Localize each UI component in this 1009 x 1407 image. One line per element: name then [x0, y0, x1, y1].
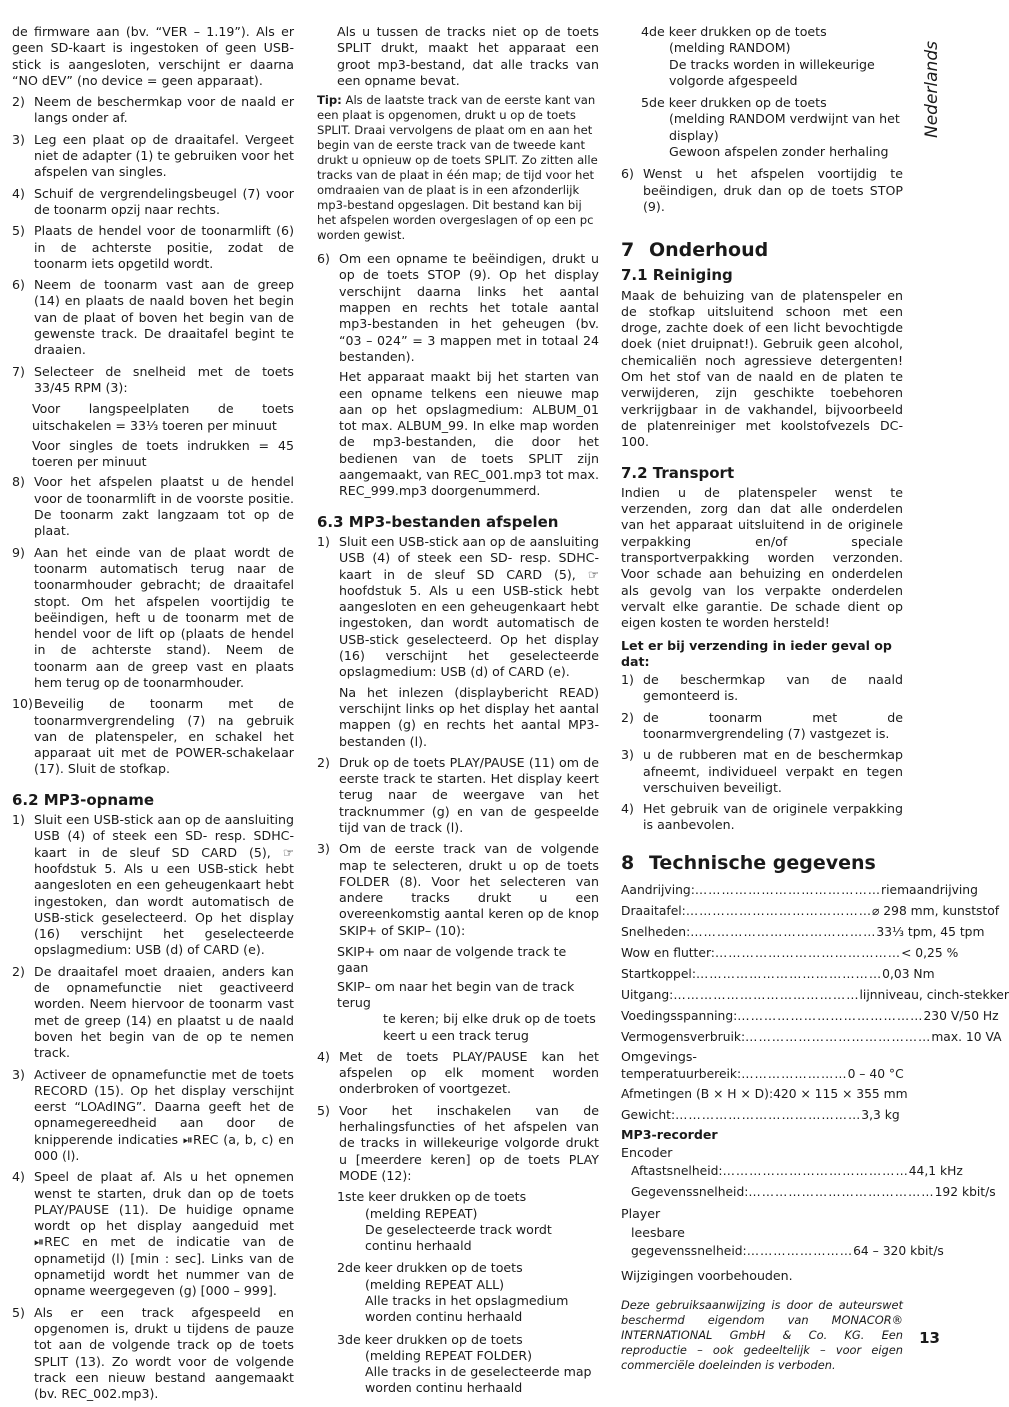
item-text: Plaats de hendel voor de toonarmlift (6) in de achterste positie, zodat de toonarm iets opgetild wordt.: [34, 223, 294, 271]
item-number: 3): [12, 1066, 25, 1082]
skip-plus-note: SKIP+ om naar de volgende track te gaan: [337, 944, 567, 976]
list-item: [12, 364, 294, 397]
spec-dots: ……………………: [746, 1243, 854, 1258]
list-item: [12, 1305, 294, 1403]
play-mode-detail: (melding REPEAT ALL): [365, 1276, 505, 1292]
spec-row: [621, 1084, 908, 1105]
item-number: 6): [317, 251, 330, 267]
tip-box: [317, 93, 599, 243]
play-mode-item: [337, 1189, 599, 1254]
list-item: [317, 534, 599, 750]
item-text: Voor het afspelen plaatst u de hendel voor de toonarmlift in de voorste positie. De toonarm zakt langzaam tot op de plaat.: [34, 474, 294, 539]
play-mode-item: [641, 95, 903, 160]
spec-dots: ……………………………………: [675, 1107, 862, 1122]
item-text: Sluit een USB-stick aan op de aansluiting USB (4) of steek een SD- resp. SDHC-kaart in de sleuf SD CARD (5), ☞ hoofdstuk 5. Als u een USB-stick hebt aangesloten en een geheugenkaart hebt ingestoken, dan wordt automatisch de USB-stick geselecteerd. Op het display (16) verschijnt het geselecteerde opslagmedium: USB (d) of CARD (e).: [34, 812, 294, 958]
play-mode-press: 3de keer drukken op de toets: [337, 1331, 523, 1347]
spec-key: Wow en flutter:: [621, 945, 715, 960]
item-number: 5): [317, 1102, 330, 1118]
item-text: Activeer de opnamefunctie met de toets RECORD (15). Op het display verschijnt eerst “LOAdING”. Daarna geeft het de opnamegereedheid aan door de knipperende indicaties ⏯REC (a, b, c) en 000 (l).: [34, 1066, 294, 1163]
item-number: 2): [317, 754, 330, 770]
item-text: Beveilig de toonarm met de toonarmvergrendeling (7) na gebruik van de platenspeler, en schakel het apparaat uit met de POWER-schakelaar (17). Sluit de stofkap.: [34, 696, 294, 777]
paragraph: Indien u de platenspeler wenst te verzenden, zorg dan dat alle onderdelen van het apparaat uitsluitend in de originele verpakking en/of speciale transportverpakking worden verzonden. Voor schade aan behuizing en onderdelen als gevolg van los verpakte onderdelen vervalt elke garantie. De schade dient op eigen kosten te worden hersteld!: [621, 484, 903, 631]
spec-label: leesbare: [631, 1224, 685, 1240]
spec-value: 230 V/50 Hz: [923, 1008, 999, 1023]
item-text: De draaitafel moet draaien, anders kan de opnamefunctie niet geactiveerd worden. Neem hiervoor de toonarm vast met de greep (14) en plaatst u de naald boven het begin van de op te nemen track.: [34, 963, 294, 1061]
spec-key: Startkoppel:: [621, 966, 696, 981]
spec-dots: ……………………………………: [745, 1029, 932, 1044]
spec-dots: ……………………………………: [694, 882, 882, 897]
spec-key: Vermogensverbruik:: [621, 1029, 746, 1044]
item-text: Als er een track afgespeeld en opgenomen is, drukt u tijdens de pauze tot aan de volgende track op de toets SPLIT (13). Zo wordt voor de volgende track een nieuw bestand aangemaakt (bv. REC_002.mp3).: [34, 1304, 294, 1402]
spec-list: [621, 1161, 996, 1203]
item-number: 8): [12, 474, 25, 490]
skip-minus-note: SKIP– om naar het begin van de track terug: [337, 978, 575, 1010]
spec-value: 0,03 Nm: [882, 966, 935, 981]
section-heading: 7.2 Transport: [621, 463, 735, 482]
list-item: [621, 672, 903, 705]
spec-key: Gegevenssnelheid:: [631, 1184, 749, 1199]
list-item: [12, 132, 294, 181]
subsection-heading: MP3-recorder: [621, 1126, 718, 1142]
spec-row: [621, 943, 959, 964]
item-text: Na het inlezen (displaybericht READ) verschijnt links op het display het aantal mappen (g) en rechts het aantal MP3-bestanden (l).: [339, 684, 599, 749]
list-item: [621, 747, 903, 796]
item-number: 3): [317, 841, 330, 857]
chapter-heading: [621, 852, 903, 874]
spec-row: [621, 901, 1000, 922]
tip-text: Als de laatste track van de eerste kant van een plaat is opgenomen, drukt u op de toets SPLIT. Draai vervolgens de plaat om en aan het begin van de eerste track van de tweede kant drukt u opnieuw op de toets SPLIT. Zo zitten alle tracks van de plaat in één map; de tijd voor het omdraaien van de plaat is in een afzonderlijk mp3-bestand opgeslagen. Dit bestand kan bij het afspelen worden overgeslagen of op een pc worden gewist.: [317, 93, 598, 243]
play-mode-detail: (melding REPEAT FOLDER): [365, 1347, 532, 1363]
spec-row: [621, 1241, 944, 1262]
list-item: [621, 710, 903, 743]
item-text: de beschermkap van de naald gemonteerd is.: [643, 672, 903, 704]
play-mode-detail: (melding RANDOM): [669, 40, 791, 56]
play-mode-detail: (melding RANDOM verdwijnt van het display): [669, 111, 900, 143]
chapter-title: Technische gegevens: [649, 851, 876, 874]
chapter-number: 8: [621, 851, 635, 874]
spec-key: gegevenssnelheid:: [631, 1243, 747, 1258]
item-number: 3): [12, 131, 25, 147]
column-1: [12, 24, 294, 1407]
item-text: Om de eerste track van de volgende map te selecteren, drukt u op de toets FOLDER (8). Voor het selecteren van andere tracks drukt u een overeenkomstig aantal keren op de knop SKIP+ of SKIP– (10):: [339, 841, 599, 938]
list-item: [12, 964, 294, 1062]
chapter-number: 7: [621, 239, 635, 262]
step-list: [12, 812, 294, 1402]
changes-note: Wijzigingen voorbehouden.: [621, 1267, 793, 1283]
shipping-heading: Let er bij verzending in ieder geval op dat:: [621, 637, 892, 669]
item-number: 5): [12, 223, 25, 239]
item-number: 10): [12, 696, 33, 712]
language-tab: Nederlands: [922, 41, 942, 138]
spec-value: 33⅓ tpm, 45 tpm: [876, 924, 985, 939]
spec-key: Draaitafel:: [621, 903, 686, 918]
spec-row: [631, 1161, 963, 1182]
play-mode-detail: De geselecteerde track wordt continu herhaald: [365, 1221, 552, 1254]
spec-dots: ……………………………………: [673, 987, 860, 1002]
list-item: [12, 223, 294, 272]
spec-value: riemaandrijving: [881, 882, 978, 897]
play-mode-list: [613, 24, 903, 160]
item-text: Schuif de vergrendelingsbeugel (7) voor de toonarm opzij naar rechts.: [34, 185, 294, 217]
spec-key: Aftastsnelheid:: [631, 1163, 723, 1178]
play-mode-detail: Alle tracks in de geselecteerde map worden continu herhaald: [365, 1364, 592, 1396]
spec-key: temperatuurbereik:: [621, 1066, 742, 1081]
list-item: [12, 812, 294, 959]
item-text: Aan het einde van de plaat wordt de toonarm automatisch terug naar de toonarmhouder gebracht; de draaitafel stopt. Om het afspelen voortijdig te beëindigen, heft u de toonarm met de hendel voor de lift op (plaats de hendel in de achterste stand). Neem de toonarm aan de greep vast en plaats hem terug op de toonarmhouder.: [34, 544, 294, 690]
item-text: Wenst u het afspelen voortijdig te beëindigen, druk dan op de toets STOP (9).: [643, 166, 903, 214]
item-number: 7): [12, 363, 25, 379]
spec-value: lijnniveau, cinch-stekker: [859, 987, 1009, 1002]
item-text: Selecteer de snelheid met de toets 33/45 RPM (3):: [34, 363, 294, 395]
spec-value: < 0,25 %: [901, 945, 959, 960]
item-number: 1): [621, 672, 634, 688]
play-mode-press: 2de keer drukken op de toets: [337, 1260, 523, 1276]
spec-dots: ……………………: [741, 1066, 848, 1081]
spec-value: max. 10 VA: [931, 1029, 1002, 1044]
item-number: 2): [12, 963, 25, 979]
list-item: [317, 251, 599, 499]
column-2: [317, 24, 599, 1403]
spec-dots: ……………………………………: [737, 1008, 924, 1023]
spec-dots: ……………………………………: [748, 1184, 935, 1199]
spec-key: Afmetingen (B × H × D):: [621, 1086, 774, 1101]
skip-minus-note-cont: te keren; bij elke druk op de toets keert u een track terug: [383, 1011, 596, 1043]
item-number: 4): [621, 801, 634, 817]
item-number: 1): [317, 533, 330, 549]
play-mode-item: [337, 1260, 599, 1325]
spec-key: Snelheden:: [621, 924, 691, 939]
item-text: Leg een plaat op de draaitafel. Vergeet niet de adapter (1) te gebruiken voor het afspelen van singles.: [34, 131, 294, 180]
play-mode-detail: Alle tracks in het opslagmedium worden continu herhaald: [365, 1293, 569, 1325]
spec-row: [621, 1006, 999, 1027]
spec-list: [621, 1084, 908, 1126]
item-text: u de rubberen mat en de beschermkap afneemt, individueel verpakt en tegen verschuiven beveiligt.: [643, 747, 903, 795]
spec-list: [621, 880, 1009, 1048]
spec-row: [621, 1065, 903, 1084]
list-item: [317, 1103, 599, 1184]
spec-value: 420 × 115 × 355 mm: [773, 1086, 908, 1101]
step-list: [12, 94, 294, 396]
list-item: [12, 1067, 294, 1165]
speed-lp-note: Voor langspeelplaten de toets uitschakelen = 33⅓ toeren per minuut: [32, 401, 294, 433]
list-item: [317, 841, 599, 939]
play-mode-detail: Gewoon afspelen zonder herhaling: [669, 144, 889, 160]
item-number: 4): [12, 185, 25, 201]
spec-key: Uitgang:: [621, 987, 674, 1002]
list-item: [621, 801, 903, 834]
spec-row: [621, 1027, 1002, 1048]
spec-group-label: Encoder: [621, 1144, 673, 1160]
item-number: 1): [12, 812, 25, 828]
spec-dots: ……………………………………: [690, 924, 877, 939]
item-number: 9): [12, 544, 25, 560]
spec-dots: ……………………………………: [685, 903, 872, 918]
item-number: 3): [621, 747, 634, 763]
spec-row: [621, 1105, 903, 1126]
section-heading: 6.2 MP3-opname: [12, 790, 155, 809]
shipping-list: [621, 672, 903, 834]
spec-value: 0 – 40 °C: [847, 1066, 904, 1081]
item-text: Neem de toonarm vast aan de greep (14) en plaats de naald boven het begin van de plaat of boven het begin van de gewenste track. De draaitafel begint te draaien.: [34, 277, 294, 358]
intro-paragraph: de firmware aan (bv. “VER – 1.19”). Als er geen SD-kaart is ingestoken of geen USB-stick is aangesloten, verschijnt er daarna “NO dEV” (no device = geen apparaat).: [12, 24, 294, 88]
list-item: [12, 545, 294, 692]
play-mode-press: 5de keer drukken op de toets: [641, 95, 827, 111]
spec-group-label: Player: [621, 1205, 661, 1221]
chapter-title: Onderhoud: [649, 239, 769, 262]
play-mode-item: [641, 24, 903, 89]
spec-row: [621, 964, 935, 985]
section-heading: 7.1 Reiniging: [621, 266, 733, 285]
item-number: 2): [621, 709, 634, 725]
item-number: 6): [12, 277, 25, 293]
item-text: Sluit een USB-stick aan op de aansluiting USB (4) of steek een SD- resp. SDHC-kaart in de sleuf SD CARD (5), ☞ hoofdstuk 5. Als u een USB-stick hebt aangesloten en een geheugenkaart hebt ingestoken, dan wordt automatisch de USB-stick geselecteerd. Op het display (16) verschijnt het geselecteerde opslagmedium: USB (d) of CARD (e).: [339, 533, 599, 680]
list-item: [12, 94, 294, 127]
item-text: Het gebruik van de originele verpakking is aanbevolen.: [643, 801, 903, 833]
list-item: [12, 1169, 294, 1299]
list-item: [12, 277, 294, 358]
item-text: Speel de plaat af. Als u het opnemen wenst te starten, druk dan op de toets PLAY/PAUSE (11). De huidige opname wordt op het display aangeduid met ⏯REC en met de indicatie van de opnametijd (l) [min : sec]. Links van de opnametijd wordt het nummer van de opname weergegeven (g) [000 – 999].: [34, 1169, 294, 1299]
item-number: 5): [12, 1304, 25, 1320]
item-number: 4): [12, 1169, 25, 1185]
spec-row: [631, 1182, 996, 1203]
spec-value: ⌀ 298 mm, kunststof: [871, 903, 1000, 918]
play-mode-list: [309, 1189, 599, 1397]
spec-dots: ……………………………………: [695, 966, 883, 981]
spec-key: Aandrijving:: [621, 882, 695, 897]
play-mode-detail: (melding REPEAT): [365, 1205, 478, 1221]
item-text: Neem de beschermkap voor de naald er langs onder af.: [34, 94, 294, 126]
step-list: [12, 474, 294, 777]
item-text: Om een opname te beëindigen, drukt u op de toets STOP (9). Op het display verschijnt daarna links het aantal mappen en rechts het totale aantal mp3-bestanden in het geheugen (bv. “03 – 024” = 3 mappen met in totaal 24 bestanden).: [339, 251, 599, 364]
item-text: Het apparaat maakt bij het starten van een opname telkens een nieuwe map aan op het opslagmedium: ALBUM_01 tot max. ALBUM_99. In elke map worden de mp3-bestanden, die door het bedienen van de toets SPLIT zijn aangemaakt, van REC_001.mp3 tot max. REC_999.mp3 doorgenummerd.: [339, 369, 599, 499]
list-item: [317, 1049, 599, 1098]
list-item: [12, 474, 294, 539]
play-mode-detail: De tracks worden in willekeurige volgorde afgespeeld: [669, 56, 875, 88]
item-number: 4): [317, 1048, 330, 1064]
list-item: [12, 696, 294, 777]
page-number: 13: [919, 1328, 940, 1347]
spec-row: [621, 985, 1009, 1006]
spec-value: 44,1 kHz: [908, 1163, 963, 1178]
item-text: Met de toets PLAY/PAUSE kan het afspelen op elk moment worden onderbroken of voortgezet.: [339, 1048, 599, 1097]
spec-dots: ……………………………………: [722, 1163, 909, 1178]
list-item: [317, 755, 599, 836]
spec-label: Omgevings-: [621, 1048, 697, 1064]
split-note: Als u tussen de tracks niet op de toets SPLIT drukt, maakt het apparaat een groot mp3-bestand, dat alle tracks van een opname bevat.: [337, 24, 599, 88]
spec-row: [621, 880, 978, 901]
item-number: 6): [621, 166, 634, 182]
play-mode-press: 4de keer drukken op de toets: [641, 24, 827, 39]
tip-label: Tip:: [317, 93, 342, 108]
item-text: Druk op de toets PLAY/PAUSE (11) om de eerste track te starten. Het display keert terug naar de weergave van het tracknummer (g) en van de gespeelde tijd van de track (l).: [339, 754, 599, 835]
list-item: [12, 186, 294, 219]
section-heading: 6.3 MP3-bestanden afspelen: [317, 512, 559, 531]
copyright-notice: Deze gebruiksaanwijzing is door de auteurswet beschermd eigendom van MONACOR® INTERNATIONAL GmbH & Co. KG. Een reproductie – ook gedeeltelijk – voor eigen commerciële doeleinden is verboden.: [621, 1298, 903, 1373]
play-mode-press: 1ste keer drukken op de toets: [337, 1189, 527, 1205]
play-mode-item: [337, 1332, 599, 1397]
item-text: Voor het inschakelen van de herhalingsfuncties of het afspelen van de tracks in willekeurige volgorde drukt u [meerdere keren] op de toets PLAY MODE (12):: [339, 1102, 599, 1183]
list-item: [621, 166, 903, 215]
item-number: 2): [12, 94, 25, 110]
spec-row: [621, 922, 985, 943]
spec-value: 64 – 320 kbit/s: [853, 1243, 944, 1258]
chapter-heading: [621, 239, 903, 261]
spec-value: 3,3 kg: [861, 1107, 900, 1122]
spec-key: Voedingsspanning:: [621, 1008, 738, 1023]
speed-single-note: Voor singles de toets indrukken = 45 toeren per minuut: [32, 437, 294, 470]
spec-dots: ……………………………………: [714, 945, 902, 960]
paragraph: Maak de behuizing van de platenspeler en de stofkap uitsluitend schoon met een droge, zachte doek of een licht bevochtigde doek (niet druipnat!). Gebruik geen alcohol, chemicaliën noch agressieve detergenten! Om het stof van de naald en de platen te verwijderen, zijn geschikte toebehoren verkrijgbaar in de vakhandel, bijvoorbeeld de platenreiniger met koolstofvezels DC-100.: [621, 287, 903, 450]
item-text: de toonarm met de toonarmvergrendeling (7) vastgezet is.: [643, 709, 903, 741]
spec-value: 192 kbit/s: [934, 1184, 996, 1199]
spec-key: Gewicht:: [621, 1107, 676, 1122]
